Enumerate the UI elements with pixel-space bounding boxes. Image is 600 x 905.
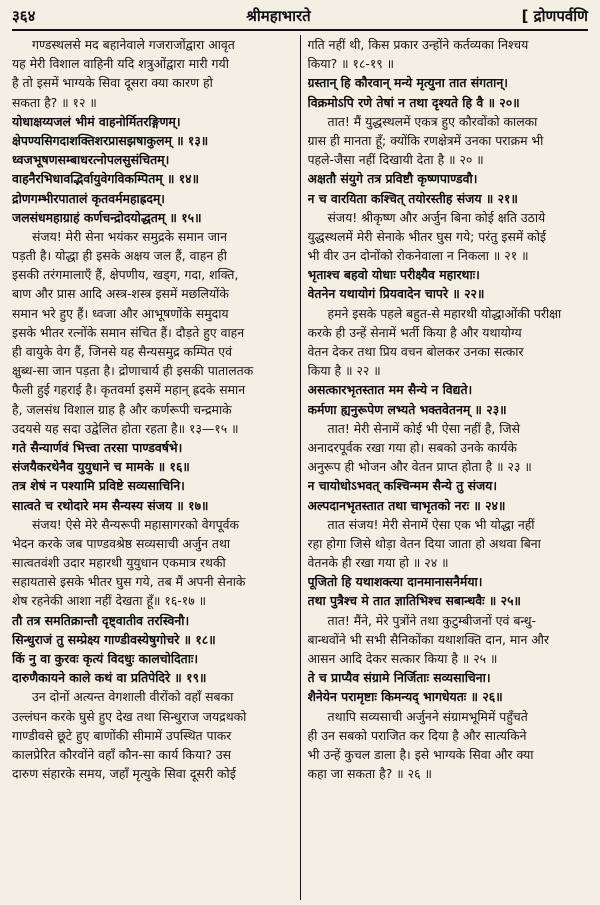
prose-line: सहायतासे इसके भीतर घुस गये, तब मैं अपनी सेनाके (12, 574, 246, 590)
verse-line: दारुणैकायने काले कथं वा प्रतिपेदिरे ॥ १९॥ (12, 670, 207, 686)
left-column (12, 35, 300, 900)
prose-line: गाण्डीवसे छूटे हुए बाणोंकी सीमामें उपस्थित पाकर (12, 727, 232, 743)
prose-line: तात संजय! मेरी सेनामें ऐसा एक भी योद्धा नहीं (327, 516, 535, 532)
verse-line: गते सैन्यार्णवं भित्त्वा तरसा पाण्डवर्षभे। (12, 439, 183, 455)
prose-line: ही उन सबको पराजित कर दिया है और सात्यकिने (307, 727, 527, 743)
prose-line: गण्डस्थलसे मद बहानेवाले गजराजोंद्वारा आवृत (32, 37, 235, 52)
prose-line: शेष रहनेकी आशा नहीं देखता हूँ॥ १६-१७ ॥ (12, 593, 207, 609)
prose-line: हमने इसके पहले बहुत-से महारथी योद्धाओंकी परीक्षा (327, 305, 562, 321)
prose-line: तथापि सव्यसाची अर्जुनने संग्रामभूमिमें पहुँचते (327, 708, 528, 724)
prose-line: दारुण संहारके समय, जहाँ मृत्युके सिवा दूसरी कोई (12, 766, 236, 782)
verse-line: द्रोणगम्भीरपातालं कृतवर्ममहाह्रदम्। (12, 190, 166, 206)
prose-line: भेदन करके जब पाण्डवश्रेष्ठ सव्यसाची अर्जुन तथा (12, 535, 231, 551)
prose-line: है तो इसमें भाग्यके सिवा दूसरा क्या कारण हो (12, 75, 213, 91)
running-title: श्रीमहाभारते (246, 7, 311, 25)
verse-line: सात्वते च रथोदारे मम सैन्यस्य संजय ॥ १७॥ (12, 497, 209, 513)
prose-line: किया? ॥ १८-१९ ॥ (307, 56, 395, 72)
verse-line: असत्कारभृतस्तात मम सैन्ये न विद्यते। (307, 382, 473, 398)
prose-line: पहले-जैसा नहीं दिखायी देता है ॥ २० ॥ (307, 152, 484, 168)
prose-line: पड़ती है। योद्धा ही इसके अक्षय जल हैं, वाहन ही (12, 248, 227, 264)
prose-line: ही वायुके वेग हैं, जिनसे यह सैन्यसमुद्र कम्पित एवं (12, 344, 233, 359)
page-header (12, 6, 588, 26)
prose-line: अनादरपूर्वक रखा गया हो। सबको उनके कार्यके (307, 439, 517, 455)
verse-line: क्षेपण्यसिगदाशक्तिशरप्रासझषाकुलम् ॥ १३॥ (12, 132, 209, 148)
verse-line: योधाक्षय्यजलं भीमं वाहनोर्मितरङ्गिणम्। (12, 113, 181, 129)
verse-line: तथा पुत्रैश्च मे तात ज्ञातिभिश्च सबान्धवैः ॥ २५॥ (307, 593, 521, 609)
prose-line: ग्रास ही मानता हूँ; क्योंकि रणक्षेत्रमें उनका पराक्रम भी (307, 132, 544, 148)
verse-line: जलसंधमहाग्राहं कर्णचन्द्रोदयोद्धतम् ॥ १५॥ (12, 209, 202, 225)
verse-line: विक्रमोऽपि रणे तेषां न तथा दृश्यते हि वै ॥ २०॥ (307, 94, 520, 110)
prose-line: अनुरूप ही भोजन और वेतन प्राप्त होता है ॥ २३ ॥ (307, 459, 532, 475)
prose-line: तात! मैं युद्धस्थलमें एकत्र हुए कौरवोंको कालका (327, 113, 538, 129)
right-column (301, 35, 589, 900)
verse-line: कर्मणा ह्यनुरूपेण लभ्यते भक्तवेतनम् ॥ २३॥ (307, 401, 507, 417)
prose-line: उल्लंघन करके घुसे हुए देख तथा सिन्धुराज जयद्रथको (12, 708, 247, 724)
prose-line: इसकी तरंगमालाएँ हैं, क्षेपणीय, खड्ग, गदा, शक्ति, (12, 267, 239, 283)
prose-line: तात! मेरी सेनामें कोई भी ऐसा नहीं है, जिसे (327, 420, 520, 436)
prose-line: क्षुब्ध-सा जान पड़ता है। द्रोणाचार्य ही इसकी पातालतक (12, 363, 254, 379)
prose-line: समान भरे हुए हैं। ध्वजा और आभूषणोंके समुदाय (12, 305, 229, 321)
prose-line: संजय! श्रीकृष्ण और अर्जुन बिना कोई क्षति उठाये (327, 209, 546, 225)
verse-line: न च वारयिता कश्चित् तयोरस्तीह संजय ॥ २१॥ (307, 190, 518, 206)
prose-line: उदयसे यह सदा उद्वेलित होता रहता है॥ १३—१५ ॥ (12, 420, 239, 436)
verse-line: किं नु वा कुरवः कृत्यं विदधुः कालचोदिताः। (12, 651, 199, 666)
verse-line: वाहनैरभिधावद्भिर्वायुवेगविकम्पितम् ॥ १४॥ (12, 171, 200, 187)
prose-line: भी वीर उन दोनोंको रोकनेवाला न निकला ॥ २१ ॥ (307, 248, 529, 264)
verse-line: ते च प्राप्यैव संग्रामे निर्जिताः सव्यसाचिना। (307, 670, 491, 686)
verse-line: संजयैकरथेनैव युयुधाने च मामके ॥ १६॥ (12, 459, 190, 475)
prose-line: भी उन्हें कुचल डाला है। इसे भाग्यके सिवा और क्या (307, 746, 534, 762)
prose-line: कहा जा सकता है? ॥ २६ ॥ (307, 766, 432, 782)
verse-line: न चायोधोऽभवत् कश्चिन्मम सैन्ये तु संजय। (307, 478, 498, 494)
verse-line: सिन्धुराजं तु सम्प्रेक्ष्य गाण्डीवस्येषुगोचरे ॥ १८॥ (12, 631, 216, 647)
prose-line: उन दोनों अत्यन्त वेगशाली वीरोंको वहाँ सबका (32, 689, 234, 705)
prose-line: कालप्रेरित कौरवोंने वहाँ कौन-सा कार्य किया? उस (12, 746, 232, 762)
prose-line: संजय! मेरी सेना भयंकर समुद्रके समान जान (32, 228, 228, 244)
prose-line: बान्धवोंने भी सभी सैनिकोंका यथाशक्ति दान, मान और (307, 631, 550, 647)
text-columns (12, 35, 588, 900)
page-number: ३६४ (12, 7, 36, 25)
verse-line: अल्पदानभृतस्तात तथा चाभृतको नरः ॥ २४॥ (307, 497, 506, 513)
verse-line: तत्र शेषं न पश्यामि प्रविष्टे सव्यसाचिनि। (12, 478, 185, 494)
verse-line: भृताश्च बहवो योधाः परीक्ष्यैव महारथाः। (307, 267, 480, 283)
prose-line: फैली हुई गहराई है। कृतवर्मा इसमें महान् ह्रदके समान (12, 382, 246, 398)
header-rule (12, 29, 588, 31)
verse-line: पूजितो हि यथाशक्त्या दानमानासनैर्मया। (307, 574, 483, 590)
prose-line: इसके भीतर रत्नोंके समान संचित हैं। दौड़ते हुए वाहन (12, 324, 245, 340)
verse-line: वेतनेन यथायोगं प्रियवादेन चापरे ॥ २२॥ (307, 286, 485, 302)
section-name: [ द्रोणपर्वणि (521, 7, 588, 25)
prose-line: बाण और प्रास आदि अस्त्र-शस्त्र इसमें मछलियोंके (12, 286, 229, 302)
verse-line: तौ तत्र समतिक्रान्तौ दृष्ट्वातीव तरस्विनौ। (12, 612, 190, 628)
prose-line: किया है ॥ २२ ॥ (307, 363, 381, 379)
prose-line: है, जलसंध विशाल ग्राह है और कर्णरूपी चन्द्रमाके (12, 401, 232, 417)
prose-line: युद्धस्थलमें मेरी सेनाके भीतर घुस गये; परंतु इसमें कोई (307, 228, 546, 244)
prose-line: सकता है? ॥ १२ ॥ (12, 94, 97, 110)
prose-line: तात! मैंने, मेरे पुत्रोंने तथा कुटुम्बीजनों एवं बन्धु- (327, 612, 536, 628)
verse-line: अक्षतौ संयुगे तत्र प्रविष्टौ कृष्णपाण्डवौ। (307, 171, 478, 187)
verse-line: ध्वजभूषणसम्बाधरत्नोपलसुसंचितम्। (12, 152, 170, 168)
prose-line: रहा होगा जिसे थोड़ा वेतन दिया जाता हो अथवा बिना (307, 535, 541, 551)
prose-line: यह मेरी विशाल वाहिनी यदि शत्रुओंद्वारा मारी गयी (12, 56, 229, 72)
prose-line: संजय! ऐसे मेरे सैन्यरूपी महासागरको वेगपूर्वक (32, 516, 240, 532)
prose-line: करके ही उन्हें सेनामें भर्ती किया है और यथायोग्य (307, 324, 522, 340)
prose-line: सात्वतवंशी उदार महारथी युयुधान एकमात्र रथकी (12, 555, 226, 571)
prose-line: आसन आदि देकर सत्कार किया है ॥ २५ ॥ (307, 651, 498, 666)
verse-line: शैनेयेन परामृष्टाः किमन्यद् भागधेयतः ॥ २६॥ (307, 689, 503, 705)
prose-line: वेतन देकर तथा प्रिय वचन बोलकर उनका सत्कार (307, 344, 524, 359)
verse-line: ग्रस्तान् हि कौरवान् मन्ये मृत्युना तात संगतान्। (307, 75, 508, 91)
prose-line: गति नहीं थी, किस प्रकार उन्होंने कर्तव्यका निश्चय (307, 37, 529, 52)
prose-line: वेतनके ही रखा गया हो ॥ २४ ॥ (307, 555, 449, 571)
